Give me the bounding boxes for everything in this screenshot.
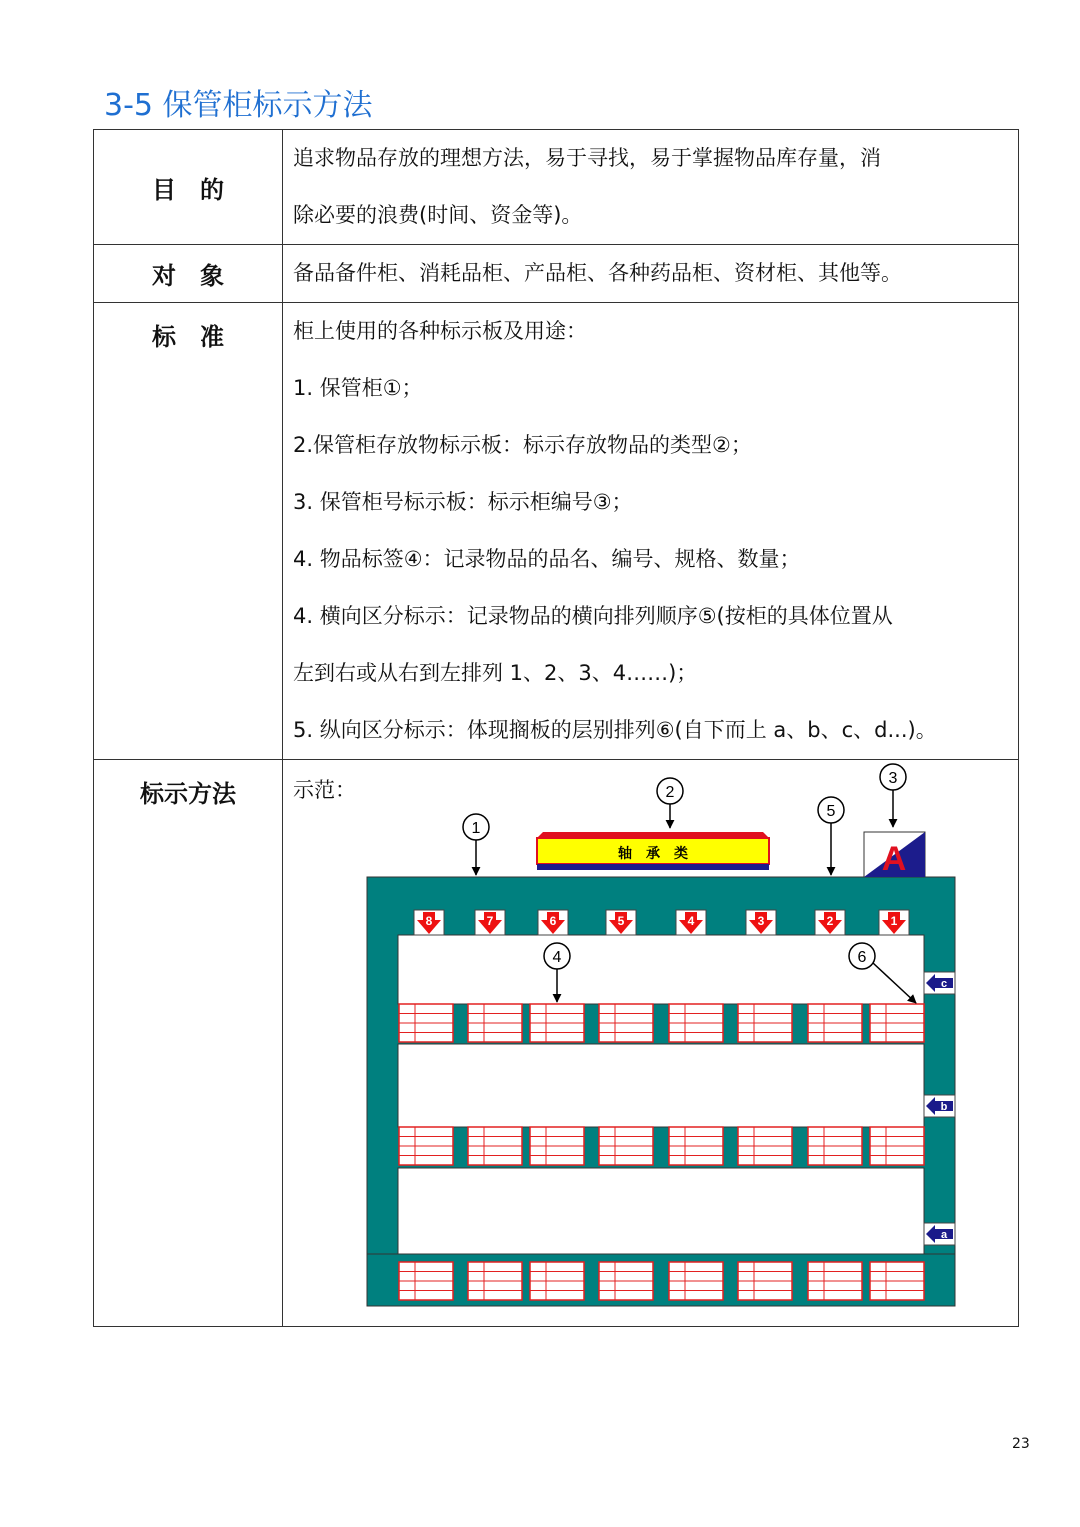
cabinet-diagram <box>283 760 1019 1326</box>
target-label: 对 象 <box>94 245 283 303</box>
callout-number: 5 <box>826 803 836 820</box>
callout-number: 4 <box>552 949 562 966</box>
purpose-line-1: 追求物品存放的理想方法，易于寻找，易于掌握物品库存量，消 <box>293 146 881 170</box>
column-marker-label: 8 <box>425 914 433 928</box>
standard-line-1: 柜上使用的各种标示板及用途： <box>293 319 587 343</box>
row-method <box>94 760 1019 1327</box>
standard-line-7: 左到右或从右到左排列 1、2、3、4……)； <box>293 661 698 685</box>
purpose-text <box>283 130 1019 245</box>
standard-line-5: 4. 物品标签④：记录物品的品名、编号、规格、数量； <box>293 547 801 571</box>
demo-label: 示范： <box>293 778 356 802</box>
category-sign-text: 轴 承 类 <box>618 846 688 862</box>
page-number: 23 <box>1012 1436 1030 1452</box>
purpose-label: 目 的 <box>94 130 283 245</box>
callout-number: 2 <box>665 784 675 801</box>
standard-line-4: 3. 保管柜号标示板：标示柜编号③； <box>293 490 633 514</box>
column-marker-label: 6 <box>549 914 557 928</box>
shelf-opening-middle <box>398 1044 924 1127</box>
target-text <box>283 245 1019 303</box>
cabinet-letter: A <box>881 840 907 878</box>
column-marker-label: 3 <box>757 914 765 928</box>
standard-label: 标 准 <box>94 303 283 760</box>
shelf-marker-label: a <box>940 1229 948 1241</box>
target-line: 备品备件柜、消耗品柜、产品柜、各种药品柜、资材柜、其他等。 <box>293 261 902 285</box>
standard-table <box>93 129 1019 1327</box>
shelf-marker-label: b <box>940 1101 948 1113</box>
page-title: 3-5 保管柜标示方法 <box>104 88 373 123</box>
method-label: 标示方法 <box>94 760 283 1327</box>
shelf-opening-bottom <box>398 1168 924 1254</box>
standard-line-8: 5. 纵向区分标示：体现搁板的层别排列⑥(自下而上 a、b、c、d...)。 <box>293 718 937 742</box>
column-marker-label: 1 <box>890 914 898 928</box>
column-marker-label: 7 <box>486 914 494 928</box>
column-marker-label: 4 <box>687 914 695 928</box>
standard-line-2: 1. 保管柜①； <box>293 376 423 400</box>
column-marker-label: 2 <box>826 914 834 928</box>
standard-line-3: 2.保管柜存放物标示板：标示存放物品的类型②； <box>293 433 752 457</box>
column-marker-label: 5 <box>617 914 625 928</box>
standard-line-6: 4. 横向区分标示：记录物品的横向排列顺序⑤(按柜的具体位置从 <box>293 604 893 628</box>
method-cell <box>283 760 1019 1327</box>
shelf-opening-top <box>398 935 924 1004</box>
row-purpose <box>94 130 1019 245</box>
callout-number: 1 <box>471 820 481 837</box>
row-target <box>94 245 1019 303</box>
callout-number: 3 <box>888 770 898 787</box>
callout-number: 6 <box>857 949 867 966</box>
purpose-line-2: 除必要的浪费(时间、资金等)。 <box>293 203 583 227</box>
standard-text <box>283 303 1019 760</box>
shelf-marker-label: c <box>940 978 948 990</box>
row-standard <box>94 303 1019 760</box>
category-sign-stripe <box>537 864 769 870</box>
